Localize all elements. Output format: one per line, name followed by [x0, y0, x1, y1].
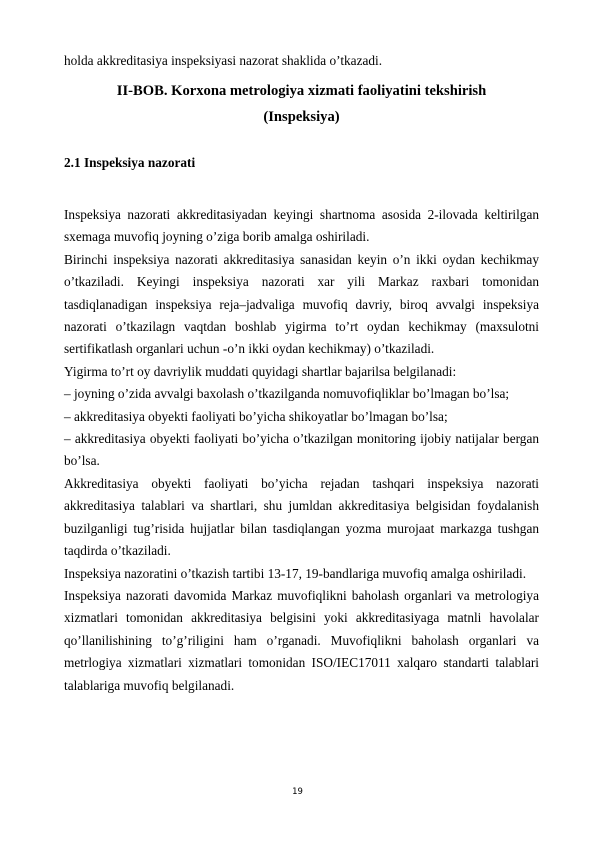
chapter-title — [64, 78, 539, 130]
page-number: 19 — [292, 787, 303, 797]
paragraph-5: Inspeksiya nazoratini o’tkazish tartibi 13-17, 19-bandlariga muvofiq amalga oshiriladi. — [64, 565, 527, 581]
paragraph-3: Yigirma to’rt oy davriylik muddati quyidagi shartlar bajarilsa belgilanadi: — [64, 363, 457, 379]
list-item-1: – joyning o’zida avvalgi baxolash o’tkazilganda nomuvofiqliklar bo’lmagan bo’lsa; — [64, 386, 510, 402]
chapter-title-line-2: (Inspeksiya) — [263, 109, 340, 125]
continued-text-line: holda akkreditasiya inspeksiyasi nazorat shaklida o’tkazadi. — [64, 53, 383, 68]
list-item-2: – akkreditasiya obyekti faoliyati bo’yicha shikoyatlar bo’lmagan bo’lsa; — [64, 408, 448, 424]
paragraph-6: Inspeksiya nazorati davomida Markaz muvofiqlikni baholash organlari va metrologiya xizmatlari tomonidan akkreditasiya belgisini yoki akkreditasiyaga matnli havolalar qo’llanilishining to’g’riligini ham o’rganadi. Muvofiqlikni baholash organlari va metrlogiya xizmatlari xizmatlari tomonidan ISO/IEC17011 xalqaro standarti talablari talablariga muvofiq belgilanadi. — [64, 587, 539, 693]
paragraph-4: Akkreditasiya obyekti faoliyati bo’yicha rejadan tashqari inspeksiya nazorati akkreditasiya talablari va shartlari, shu jumldan akkreditasiya belgisidan foydalanish buzilganligi tug’risida hujjatlar bilan tasdiqlangan yozma murojaat markazga tushgan taqdirda o’tkaziladi. — [64, 475, 539, 559]
chapter-title-line-1: II-BOB. Korxona metrologiya xizmati faoliyatini tekshirish — [116, 83, 487, 99]
section-heading: 2.1 Inspeksiya nazorati — [64, 155, 196, 170]
paragraph-2: Birinchi inspeksiya nazorati akkreditasiya sanasidan keyin o’n ikki oydan kechikmay o’tkaziladi. Keyingi inspeksiya nazorati xar yili Markaz raxbari tomonidan tasdiqlanadigan inspeksiya reja–jadvaliga muvofiq davriy, biroq avvalgi inspeksiya nazorati o’tkazilagn vaqtdan boshlab yigirma to’rt oydan kechikmay (maxsulotni sertifikatlash organlari uchun -o’n ikki oydan kechikmay) o’tkaziladi. — [64, 251, 539, 357]
body-text — [64, 204, 539, 697]
paragraph-1: Inspeksiya nazorati akkreditasiyadan keyingi shartnoma asosida 2-ilovada keltirilgan sxemaga muvofiq joyning o’ziga borib amalga oshiriladi. — [64, 207, 539, 245]
list-item-3: – akkreditasiya obyekti faoliyati bo’yicha o’tkazilgan monitoring ijobiy natijalar bergan bo’lsa. — [64, 431, 539, 469]
